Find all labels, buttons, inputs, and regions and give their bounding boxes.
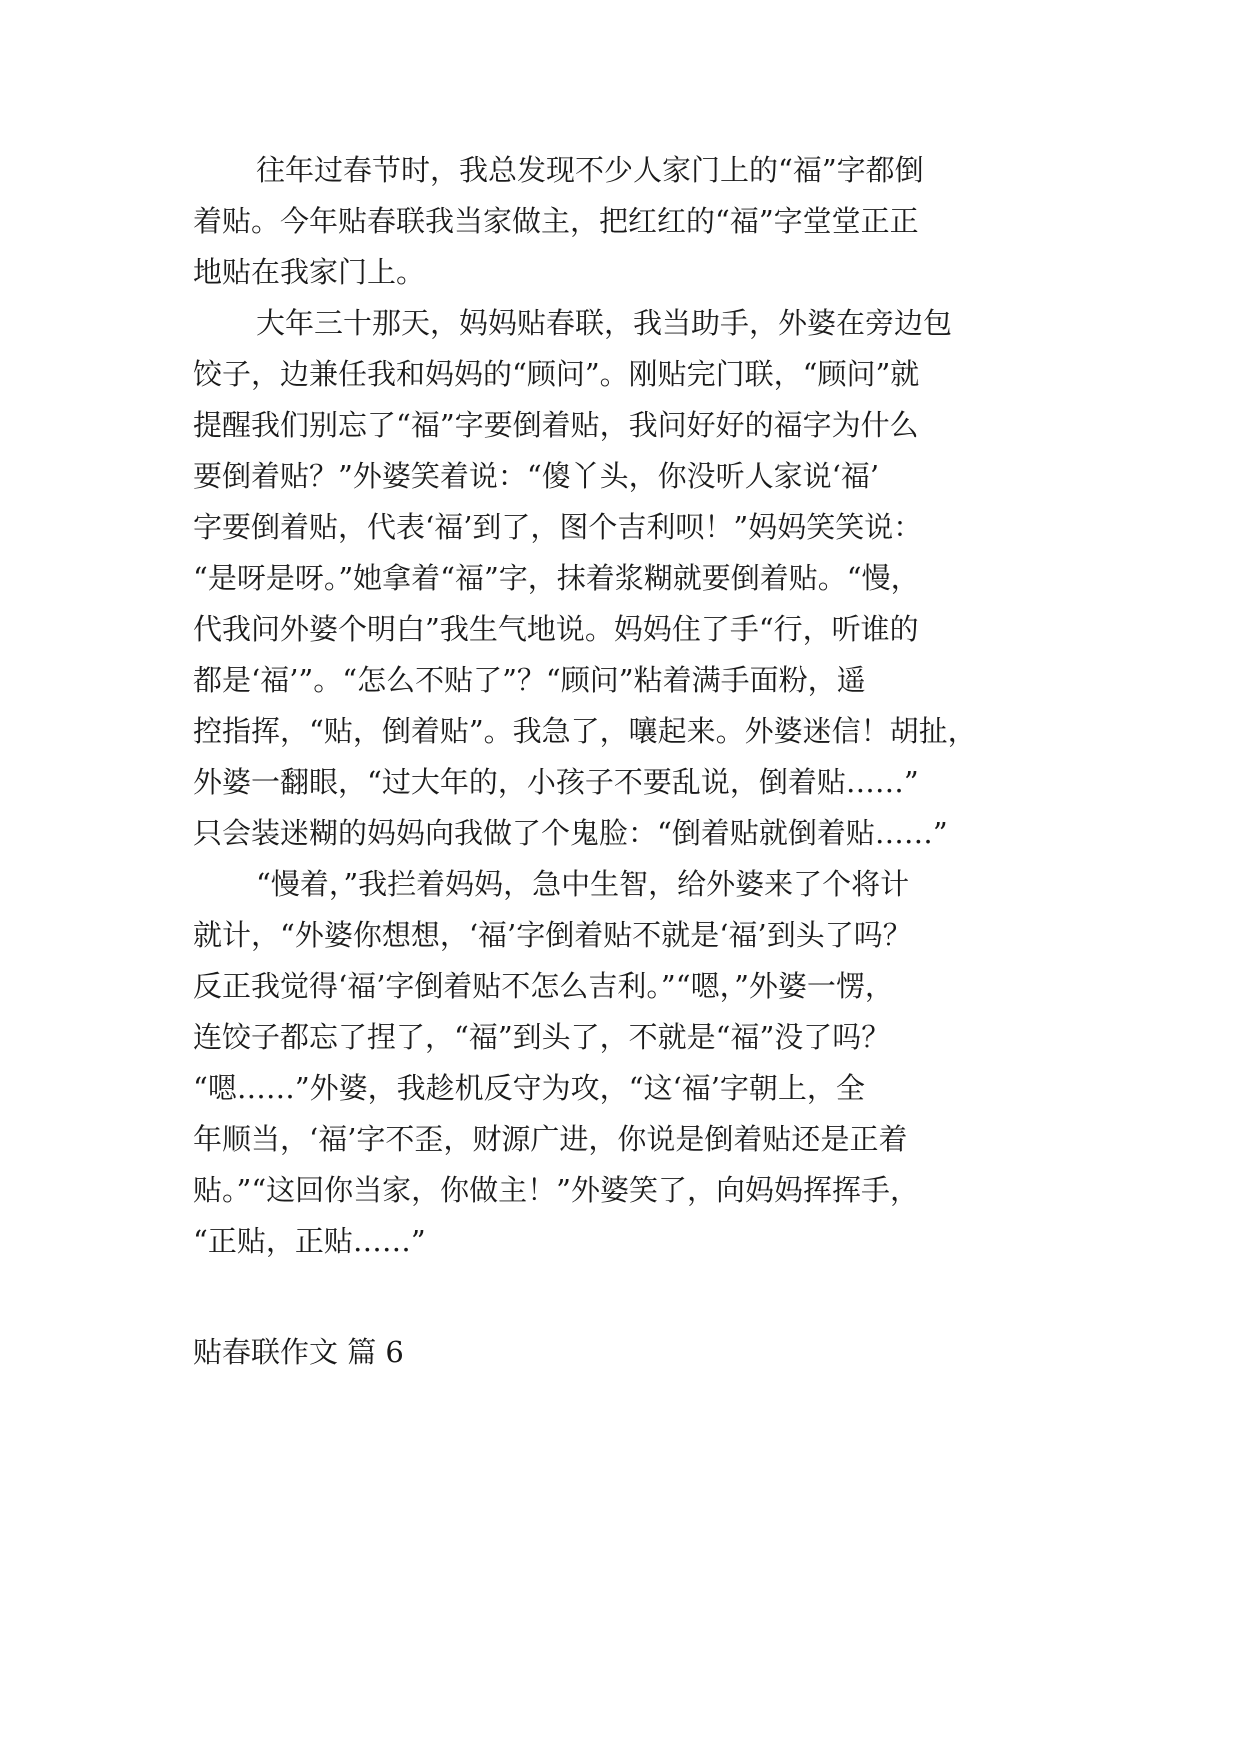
text-line: 地贴在我家门上。 — [193, 255, 426, 289]
text-line: 往年过春节时，我总发现不少人家门上的“福”字都倒 — [256, 153, 924, 187]
text-line: “慢着，”我拦着妈妈，急中生智，给外婆来了个将计 — [256, 867, 910, 901]
text-line: 着贴。今年贴春联我当家做主，把红红的“福”字堂堂正正 — [193, 204, 919, 238]
section-heading: 贴春联作文 篇 6 — [193, 1335, 404, 1369]
text-line: 只会装迷糊的妈妈向我做了个鬼脸：“倒着贴就倒着贴……” — [193, 816, 948, 850]
text-line: “嗯……”外婆，我趁机反守为攻，“这‘福’字朝上，全 — [193, 1071, 865, 1105]
text-line: 就计，“外婆你想想，‘福’字倒着贴不就是‘福’到头了吗？ — [193, 918, 912, 952]
text-line: 控指挥，“贴，倒着贴”。我急了，嚷起来。外婆迷信！胡扯， — [193, 714, 977, 748]
text-line: 连饺子都忘了捏了，“福”到头了，不就是“福”没了吗？ — [193, 1020, 891, 1054]
text-line: 大年三十那天，妈妈贴春联，我当助手，外婆在旁边包 — [256, 306, 953, 340]
text-line: 都是‘福’”。“怎么不贴了”？“顾问”粘着满手面粉，遥 — [193, 663, 866, 697]
text-line: 反正我觉得‘福’字倒着贴不怎么吉利。”“嗯，”外婆一愣， — [193, 969, 894, 1003]
text-line: 代我问外婆个明白”我生气地说。妈妈住了手“行，听谁的 — [193, 612, 919, 646]
text-line: 外婆一翻眼，“过大年的，小孩子不要乱说，倒着贴……” — [193, 765, 919, 799]
text-line: “正贴，正贴……” — [193, 1224, 426, 1258]
text-line: 字要倒着贴，代表‘福’到了，图个吉利呗！”妈妈笑笑说： — [193, 510, 923, 544]
text-line: 年顺当，‘福’字不歪，财源广进，你说是倒着贴还是正着 — [193, 1122, 908, 1156]
text-line: “是呀是呀。”她拿着“福”字，抹着浆糊就要倒着贴。“慢， — [193, 561, 920, 595]
text-line: 要倒着贴？”外婆笑着说：“傻丫头，你没听人家说‘福’ — [193, 459, 880, 493]
text-line: 饺子，边兼任我和妈妈的“顾问”。刚贴完门联，“顾问”就 — [193, 357, 920, 391]
text-line: 提醒我们别忘了“福”字要倒着贴，我问好好的福字为什么 — [193, 408, 919, 442]
text-line: 贴。”“这回你当家，你做主！”外婆笑了，向妈妈挥挥手， — [193, 1173, 919, 1207]
